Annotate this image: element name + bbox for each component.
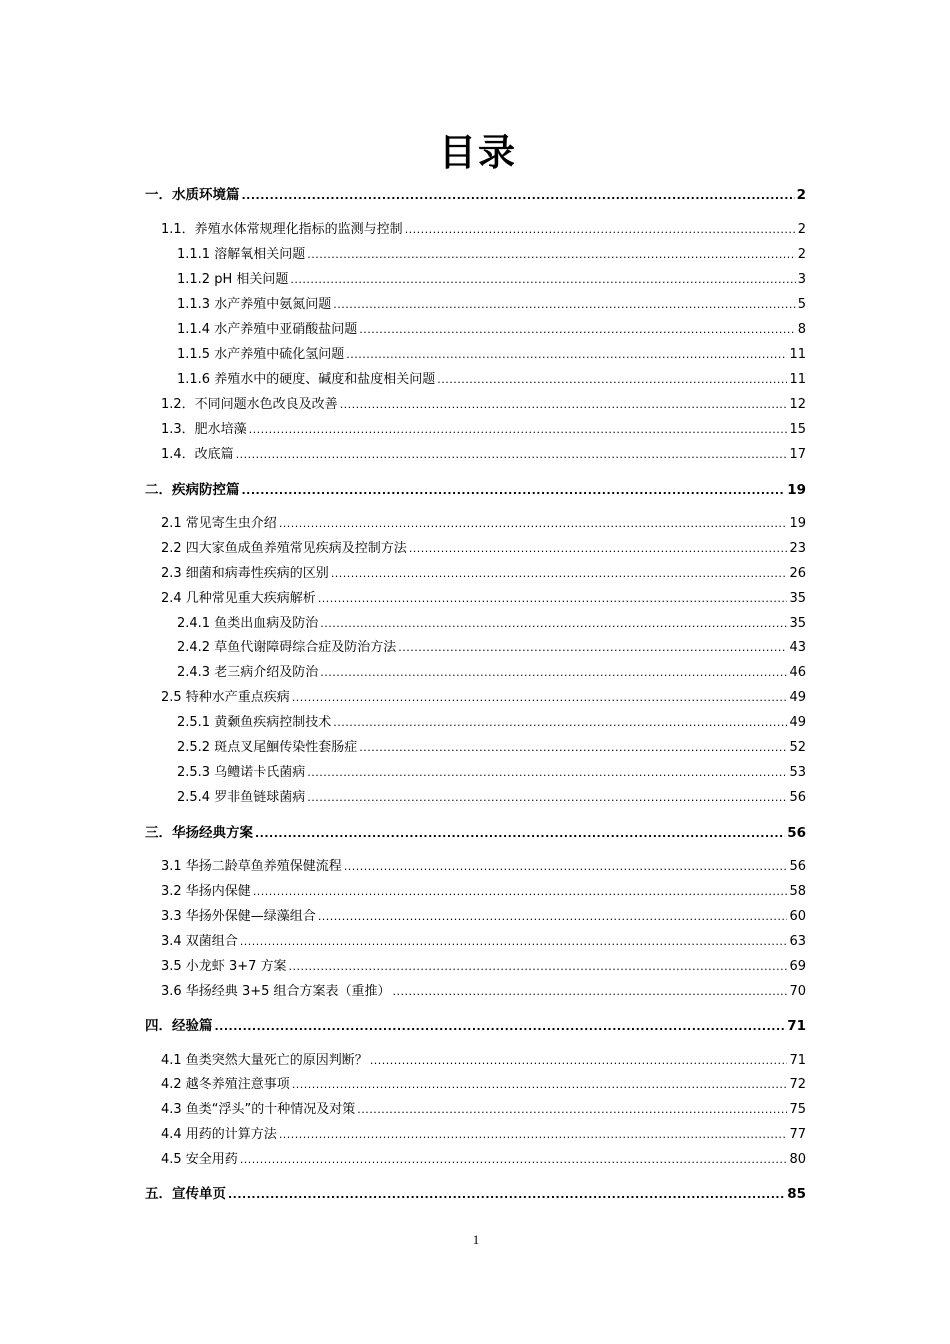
toc-label: 1.1．养殖水体常规理化指标的监测与控制 (161, 222, 403, 237)
leader-dots (307, 245, 796, 265)
leader-dots (318, 907, 788, 927)
toc-label: 2.2 四大家鱼成鱼养殖常见疾病及控制方法 (161, 541, 407, 556)
toc-page: 56 (789, 859, 806, 874)
toc-page: 56 (787, 825, 806, 841)
leader-dots (393, 982, 788, 1002)
toc-page: 43 (789, 640, 806, 655)
leader-dots (255, 824, 785, 844)
toc-entry[interactable] (177, 270, 806, 290)
toc-page: 11 (789, 372, 806, 387)
toc-page: 72 (789, 1077, 806, 1092)
toc-entry[interactable] (161, 857, 806, 877)
toc-entry[interactable] (161, 514, 806, 534)
toc-label: 4.2 越冬养殖注意事项 (161, 1077, 290, 1092)
toc-label: 三．华扬经典方案 (145, 825, 253, 841)
toc-label: 3.4 双菌组合 (161, 934, 238, 949)
toc-page: 77 (789, 1127, 806, 1142)
leader-dots (236, 445, 788, 465)
toc-page: 23 (789, 541, 806, 556)
toc-label: 2.4 几种常见重大疾病解析 (161, 591, 316, 606)
leader-dots (240, 932, 788, 952)
toc-page: 26 (789, 566, 806, 581)
leader-dots (331, 564, 788, 584)
toc-page: 12 (789, 397, 806, 412)
toc-label: 2.5.3 乌鳢诺卡氏菌病 (177, 765, 306, 780)
toc-label: 1.1.5 水产养殖中硫化氢问题 (177, 347, 345, 362)
toc-page: 19 (789, 516, 806, 531)
leader-dots (215, 1017, 786, 1037)
toc-label: 3.6 华扬经典 3+5 组合方案表（重推） (161, 984, 391, 999)
toc-label: 4.5 安全用药 (161, 1152, 238, 1167)
leader-dots (357, 1100, 787, 1120)
leader-dots (279, 514, 788, 534)
toc-label: 一．水质环境篇 (145, 187, 240, 203)
toc-entry[interactable] (161, 1150, 806, 1170)
page-title: 目录 (439, 131, 517, 174)
toc-label: 2.5.2 斑点叉尾鮰传染性套肠症 (177, 740, 358, 755)
toc-entry[interactable] (161, 420, 806, 440)
toc-label: 3.2 华扬内保健 (161, 884, 251, 899)
toc-label: 1.1.2 pH 相关问题 (177, 272, 289, 287)
leader-dots (307, 763, 787, 783)
toc-page: 71 (787, 1018, 806, 1034)
toc-label: 1.1.1 溶解氧相关问题 (177, 247, 306, 262)
toc-entry[interactable] (177, 738, 806, 758)
toc-entry[interactable] (161, 932, 806, 952)
toc-page: 15 (789, 422, 806, 437)
toc-label: 2.5.4 罗非鱼链球菌病 (177, 790, 306, 805)
toc-entry[interactable] (177, 638, 806, 658)
leader-dots (253, 882, 788, 902)
toc-label: 1.4．改底篇 (161, 447, 234, 462)
toc-entry[interactable] (161, 1125, 806, 1145)
toc-page: 53 (789, 765, 806, 780)
toc-entry[interactable] (161, 982, 806, 1002)
leader-dots (307, 788, 787, 808)
toc-entry[interactable] (177, 663, 806, 683)
toc-label: 1.3．肥水培藻 (161, 422, 247, 437)
toc-page: 19 (787, 482, 806, 498)
toc-label: 2.5.1 黄颡鱼疾病控制技术 (177, 715, 332, 730)
toc-label: 五．宣传单页 (145, 1186, 226, 1202)
toc-page: 58 (789, 884, 806, 899)
leader-dots (398, 638, 787, 658)
leader-dots (320, 614, 787, 634)
leader-dots (359, 320, 796, 340)
leader-dots (340, 395, 788, 415)
toc-page: 11 (789, 347, 806, 362)
toc-entry[interactable] (145, 823, 806, 843)
toc-label: 二．疾病防控篇 (145, 482, 240, 498)
page-number: 1 (472, 1232, 480, 1247)
toc-label: 2.3 细菌和病毒性疾病的区别 (161, 566, 329, 581)
leader-dots (242, 186, 795, 206)
toc-page: 5 (797, 297, 806, 312)
toc-page: 2 (797, 222, 806, 237)
toc-page: 71 (789, 1053, 806, 1068)
toc-page: 8 (797, 322, 806, 337)
toc-page: 63 (789, 934, 806, 949)
toc-entry[interactable] (161, 1100, 806, 1120)
toc-page: 70 (789, 984, 806, 999)
toc-page: 52 (789, 740, 806, 755)
toc-page: 60 (789, 909, 806, 924)
leader-dots (370, 1051, 788, 1071)
toc-page: 3 (797, 272, 806, 287)
toc-entry[interactable] (161, 1075, 806, 1095)
toc-page: 17 (789, 447, 806, 462)
toc-entry[interactable] (161, 589, 806, 609)
leader-dots (320, 663, 787, 683)
toc-entry[interactable] (161, 220, 806, 240)
toc-page: 2 (796, 187, 806, 203)
toc-entry[interactable] (161, 688, 806, 708)
toc-entry[interactable] (161, 957, 806, 977)
toc-entry[interactable] (177, 245, 806, 265)
toc-page: 85 (787, 1186, 806, 1202)
toc-entry[interactable] (161, 907, 806, 927)
leader-dots (290, 270, 795, 290)
toc-entry[interactable] (177, 763, 806, 783)
toc-entry[interactable] (177, 370, 806, 390)
leader-dots (437, 370, 787, 390)
toc-entry[interactable] (177, 320, 806, 340)
leader-dots (405, 220, 796, 240)
toc-entry[interactable] (145, 1184, 806, 1204)
toc-label: 1.1.3 水产养殖中氨氮问题 (177, 297, 332, 312)
leader-dots (409, 539, 788, 559)
toc-page: 49 (789, 690, 806, 705)
leader-dots (289, 957, 788, 977)
toc-label: 4.4 用药的计算方法 (161, 1127, 277, 1142)
toc-entry[interactable] (161, 564, 806, 584)
toc-label: 4.1 鱼类突然大量死亡的原因判断？ (161, 1053, 368, 1068)
toc-entry[interactable] (161, 445, 806, 465)
toc-page: 49 (789, 715, 806, 730)
leader-dots (249, 420, 788, 440)
leader-dots (228, 1185, 785, 1205)
toc-label: 1.1.6 养殖水中的硬度、碱度和盐度相关问题 (177, 372, 436, 387)
toc-page: 75 (789, 1102, 806, 1117)
toc-page: 69 (789, 959, 806, 974)
toc-label: 2.4.3 老三病介绍及防治 (177, 665, 319, 680)
toc-label: 4.3 鱼类“浮头”的十种情况及对策 (161, 1102, 356, 1117)
leader-dots (242, 481, 786, 501)
toc-entry[interactable] (177, 788, 806, 808)
toc-label: 2.4.2 草鱼代谢障碍综合症及防治方法 (177, 640, 397, 655)
toc-entry[interactable] (161, 882, 806, 902)
toc-label: 四．经验篇 (145, 1018, 213, 1034)
toc-label: 1.2．不同问题水色改良及改善 (161, 397, 338, 412)
toc-page: 56 (789, 790, 806, 805)
toc-entry[interactable] (161, 1051, 806, 1071)
toc-entry[interactable] (145, 480, 806, 500)
leader-dots (346, 345, 787, 365)
toc-label: 3.3 华扬外保健—绿藻组合 (161, 909, 316, 924)
leader-dots (333, 295, 796, 315)
leader-dots (333, 713, 787, 733)
leader-dots (359, 738, 787, 758)
leader-dots (279, 1125, 788, 1145)
toc-entry[interactable] (177, 713, 806, 733)
toc-entry[interactable] (161, 539, 806, 559)
toc-entry[interactable] (177, 345, 806, 365)
toc-entry[interactable] (145, 1016, 806, 1036)
toc-entry[interactable] (177, 614, 806, 634)
leader-dots (292, 1075, 788, 1095)
leader-dots (292, 688, 788, 708)
leader-dots (344, 857, 788, 877)
toc-page: 35 (789, 616, 806, 631)
leader-dots (240, 1150, 788, 1170)
toc-entry[interactable] (161, 395, 806, 415)
toc-page: 35 (789, 591, 806, 606)
toc-entry[interactable] (177, 295, 806, 315)
toc-page: 2 (797, 247, 806, 262)
toc-label: 2.4.1 鱼类出血病及防治 (177, 616, 319, 631)
toc-page: 80 (789, 1152, 806, 1167)
toc-page: 46 (789, 665, 806, 680)
toc-label: 3.1 华扬二龄草鱼养殖保健流程 (161, 859, 342, 874)
toc-label: 1.1.4 水产养殖中亚硝酸盐问题 (177, 322, 358, 337)
toc-label: 3.5 小龙虾 3+7 方案 (161, 959, 287, 974)
toc-label: 2.5 特种水产重点疾病 (161, 690, 290, 705)
toc-label: 2.1 常见寄生虫介绍 (161, 516, 277, 531)
toc-entry[interactable] (145, 185, 806, 205)
leader-dots (318, 589, 788, 609)
